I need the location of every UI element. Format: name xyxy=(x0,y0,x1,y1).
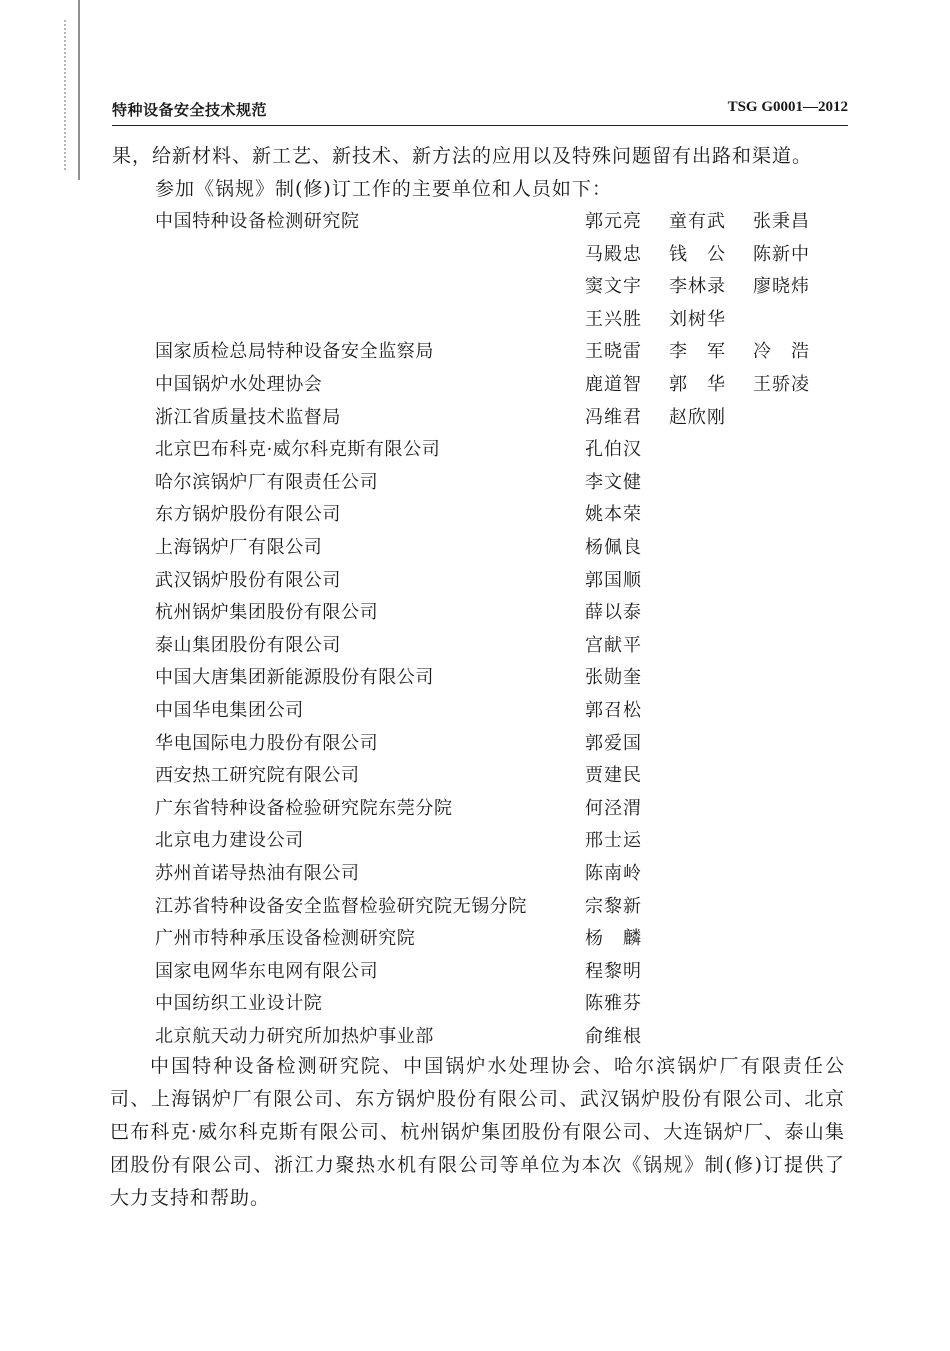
contributor-row xyxy=(155,761,845,793)
contributor-row xyxy=(155,598,845,630)
person-name: 冷 浩 xyxy=(753,341,810,362)
person-name: 钱 公 xyxy=(669,244,726,265)
contributor-row xyxy=(155,403,845,435)
contributor-row xyxy=(155,957,845,989)
page-header xyxy=(112,97,848,126)
person-name: 郭国顺 xyxy=(585,570,642,591)
person-name: 程黎明 xyxy=(585,961,642,982)
person-name: 郭爱国 xyxy=(585,733,642,754)
header-standard-number: TSG G0001—2012 xyxy=(727,99,848,115)
organization-name: 杭州锅炉集团股份有限公司 xyxy=(155,602,379,623)
closing-paragraph: 中国特种设备检测研究院、中国锅炉水处理协会、哈尔滨锅炉厂有限责任公司、上海锅炉厂有限公司、东方锅炉股份有限公司、武汉锅炉股份有限公司、北京巴布科克·威尔科克斯有限公司、杭州锅炉集团股份有限公司、大连锅炉厂、泰山集团股份有限公司、浙江力聚热水机有限公司等单位为本次《锅规》制(修)订提供了大力支持和帮助。 xyxy=(110,1055,845,1209)
person-name: 陈新中 xyxy=(753,244,810,265)
person-name: 陈南岭 xyxy=(585,863,642,884)
organization-name: 北京航天动力研究所加热炉事业部 xyxy=(155,1026,434,1047)
person-name: 孔伯汉 xyxy=(585,439,642,460)
contributor-row xyxy=(155,989,845,1021)
person-name: 杨佩良 xyxy=(585,537,642,558)
person-name: 宗黎新 xyxy=(585,896,642,917)
person-name: 冯维君 xyxy=(585,407,642,428)
person-name: 何泾渭 xyxy=(585,798,642,819)
contributor-row xyxy=(155,924,845,956)
contributor-row xyxy=(155,729,845,761)
organization-name: 江苏省特种设备安全监督检验研究院无锡分院 xyxy=(155,896,527,917)
person-name: 宫献平 xyxy=(585,635,642,656)
person-name: 姚本荣 xyxy=(585,504,642,525)
person-name: 王晓雷 xyxy=(585,341,642,362)
organization-name: 中国纺织工业设计院 xyxy=(155,993,323,1014)
contributor-row xyxy=(155,859,845,891)
organization-name: 中国华电集团公司 xyxy=(155,700,304,721)
organization-name: 北京电力建设公司 xyxy=(155,830,304,851)
person-name: 王骄凌 xyxy=(753,374,810,395)
person-name: 杨 麟 xyxy=(585,928,642,949)
person-name: 窦文宇 xyxy=(585,276,642,297)
binding-edge-decoration xyxy=(78,0,86,180)
organization-name: 泰山集团股份有限公司 xyxy=(155,635,341,656)
person-name: 童有武 xyxy=(669,211,726,232)
organization-name: 国家质检总局特种设备安全监察局 xyxy=(155,341,434,362)
organization-name: 华电国际电力股份有限公司 xyxy=(155,733,379,754)
organization-name: 北京巴布科克·威尔科克斯有限公司 xyxy=(155,439,441,460)
binding-dots-decoration xyxy=(64,20,70,170)
organization-name: 国家电网华东电网有限公司 xyxy=(155,961,379,982)
person-name: 张秉昌 xyxy=(753,211,810,232)
contributor-row xyxy=(155,533,845,565)
organization-name: 中国特种设备检测研究院 xyxy=(155,211,360,232)
contributor-row xyxy=(155,826,845,858)
person-name: 刘树华 xyxy=(669,309,726,330)
person-name: 郭 华 xyxy=(669,374,726,395)
organization-name: 东方锅炉股份有限公司 xyxy=(155,504,341,525)
contributor-row xyxy=(155,305,845,337)
contributor-row xyxy=(155,207,845,239)
person-name: 王兴胜 xyxy=(585,309,642,330)
person-name: 邢士运 xyxy=(585,830,642,851)
person-name: 郭元亮 xyxy=(585,211,642,232)
contributor-row xyxy=(155,435,845,467)
contributor-row xyxy=(155,566,845,598)
person-name: 赵欣刚 xyxy=(669,407,726,428)
organization-name: 上海锅炉厂有限公司 xyxy=(155,537,323,558)
header-title: 特种设备安全技术规范 xyxy=(112,101,268,119)
person-name: 贾建民 xyxy=(585,765,642,786)
contributor-row xyxy=(155,468,845,500)
person-name: 鹿道智 xyxy=(585,374,642,395)
intro-line-2: 参加《锅规》制(修)订工作的主要单位和人员如下： xyxy=(155,178,612,200)
contributor-row xyxy=(155,337,845,369)
contributor-row xyxy=(155,696,845,728)
organization-name: 广州市特种承压设备检测研究院 xyxy=(155,928,416,949)
organization-name: 广东省特种设备检验研究院东莞分院 xyxy=(155,798,453,819)
contributor-row xyxy=(155,631,845,663)
person-name: 郭召松 xyxy=(585,700,642,721)
person-name: 薛以泰 xyxy=(585,602,642,623)
organization-name: 中国大唐集团新能源股份有限公司 xyxy=(155,667,434,688)
contributor-row xyxy=(155,794,845,826)
organization-name: 武汉锅炉股份有限公司 xyxy=(155,570,341,591)
contributor-row xyxy=(155,240,845,272)
person-name: 廖晓炜 xyxy=(753,276,810,297)
person-name: 陈雅芬 xyxy=(585,993,642,1014)
contributor-row xyxy=(155,370,845,402)
organization-name: 西安热工研究院有限公司 xyxy=(155,765,360,786)
organization-name: 苏州首诺导热油有限公司 xyxy=(155,863,360,884)
contributor-row xyxy=(155,663,845,695)
organization-name: 哈尔滨锅炉厂有限责任公司 xyxy=(155,472,379,493)
organization-name: 中国锅炉水处理协会 xyxy=(155,374,323,395)
contributor-row xyxy=(155,892,845,924)
organization-name: 浙江省质量技术监督局 xyxy=(155,407,341,428)
contributor-row xyxy=(155,272,845,304)
person-name: 张勋奎 xyxy=(585,667,642,688)
person-name: 李 军 xyxy=(669,341,726,362)
person-name: 俞维根 xyxy=(585,1026,642,1047)
person-name: 马殿忠 xyxy=(585,244,642,265)
intro-line-1: 果，给新材料、新工艺、新技术、新方法的应用以及特殊问题留有出路和渠道。 xyxy=(112,145,813,167)
person-name: 李林录 xyxy=(669,276,726,297)
person-name: 李文健 xyxy=(585,472,642,493)
contributor-row xyxy=(155,500,845,532)
